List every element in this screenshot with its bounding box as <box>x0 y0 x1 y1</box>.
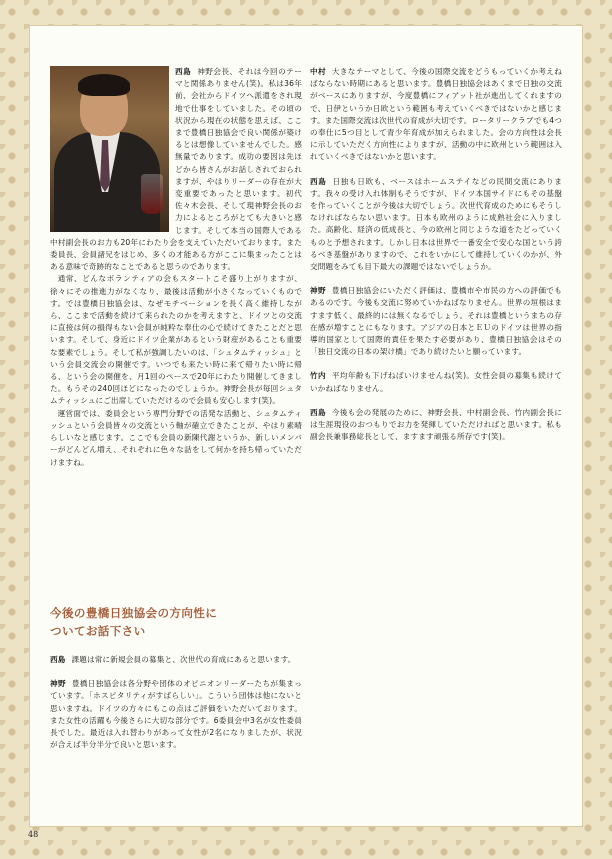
left-column <box>50 66 302 469</box>
speaker-name: 神野 <box>50 679 66 689</box>
speaker-name: 西島 <box>175 67 192 76</box>
page-number: 48 <box>28 830 39 839</box>
speaker-name: 神野 <box>310 286 326 296</box>
paragraph: 西島 今後も会の発展のために、神野会長、中村副会長、竹内副会長には生涯現役のおつもりでお力を発揮していただければと思います。私も副会長兼事務総長として、ますます頑張る所存です(笑)。 <box>310 407 562 442</box>
paragraph: 西島 日独も日欧も、ベースはホームステイなどの民間交流にあります。我々の受け入れ体制もそうですが、ドイツ本国サイドにもその基盤を作っていくことが今後は大切でしょう。次世代育成のためにもそうしなければならない思います。日本も欧州のように成熟社会に入りました。高齢化、経済の低成長と、今の欧州と同じような道をたどっていくものと予想されます。しかし日本は世界で一番安全で安心な国という誇るべき基盤がありますので、これをいかにして維持していくのかが、外交問題をみても目下最大の課題ではないでしょうか。 <box>310 176 562 272</box>
speaker-name: 西島 <box>310 176 327 186</box>
paragraph: 神野 豊橋日独協会は各分野や団体のオピニオンリーダーたちが集まっています。「ホスピタリティがすばらしい」。こういう団体は他にないと思いますね。ドイツの方々にもこの点はご評価をいただいております。また女性の活躍も今後さらに大切な部分です。6委員会中3名が女性委員長でした。最近は入れ替わりがあって女性が2名になりましたが、状況が合えば半分半分で良いと思います。 <box>50 679 302 750</box>
speaker-name: 西島 <box>50 655 66 664</box>
document-page <box>30 26 582 826</box>
speaker-name: 中村 <box>310 67 326 76</box>
speaker-name: 西島 <box>310 407 326 417</box>
paragraph: 西島 神野会長、それは今回のテーマと関係ありません(笑)。私は36年前、会社からドイツへ派遣をされ現地で仕事をしていました。その頃の状況から現在の状態を思えば、ここまで豊橋日独協会で良い関係が築けるとは想像していませんでした。感無量であります。成功の要因は先ほどから皆さんがお話しされておられますが、やはりリーダーの存在が大変重要であったと思います。初代佐々木会長、そして現神野会長のお力によるところがとても大きいと感じます。そして本当の国際人である中村副会長のお力も20年にわたり会を支えていただいております。また委員長、会員諸兄をはじめ、多くの才能ある方がここに集まったことはある意味で奇跡的なことであると思うのであります。 <box>50 67 302 272</box>
bottom-left-column <box>50 654 302 751</box>
paragraph: 竹内 平均年齢も下げねばいけませんね(笑)。女性会員の募集も続けていかねばなりません。 <box>310 371 562 393</box>
right-column <box>310 66 562 443</box>
speaker-name: 竹内 <box>310 371 326 381</box>
speaker-photo <box>50 66 169 232</box>
paragraph: 運営面では、委員会という専門分野での活発な活動と、シュタムティッシュという会員皆々の交流という軸が確立できたことが、やはり素晴らしいなと感じます。ここでも会員の新陳代謝というか、新しいメンバーがどんどん増え、それぞれに色々な話をして何かを持ち帰っていただけますね。 <box>50 408 302 467</box>
paragraph: 通常、どんなボランティアの会もスタートこそ盛り上がりますが、徐々にその推進力がなくなり、最後は活動が小さくなっていくものです。では豊橋日独協会は、なぜモチベーションを長く高く維持しながら、ここまで活動を続けて来られたのかを考えますと、ドイツとの交流に直接は何の損得もない会員が純粋な奉仕の心で続けてきたことだと思います。そして、身近にドイツ企業があるという財産があることも重要な要素でしょう。そして私が強調したいのは、「シュタムティッシュ」という会員交流会の開催です。いつでも来たい時に来て帰りたい時に帰る、という会の開催を、月1回のペースで20年にわたり開催してきました。もうその240回ほどになったのでしょうか。神野会長が毎回シュタムティッシュにご出席していただけるので会員も安心します(笑)。 <box>50 274 302 406</box>
paragraph: 西島 課題は常に新規会員の募集と、次世代の育成にあると思います。 <box>50 655 296 664</box>
paragraph: 中村 大きなテーマとして、今後の国際交流をどうもっていくか考えねばならない時期にあると思います。豊橋日独協会はあくまで日独の交流がベースにありますが、今度豊橋にフィアット社が進出してくれますので、日伊というか日欧という範囲も考えていくべきではないかと感じます。また国際交流は次世代の育成が大切です。ロータリークラブでも4つの奉仕に5つ目として青少年育成が加えられました。会の方向性は会長に示していただく方向性によりますが、活動の中に欧州という範囲は入れていくべきではないかと思います。 <box>310 67 562 162</box>
section-heading: 今後の豊橋日独協会の方向性に ついてお話下さい <box>50 606 218 638</box>
paragraph: 神野 豊橋日独協会にいただく評価は、豊橋市や市民の方への評価でもあるのです。今後も交流に努めていかねばなりません。世界の垣根はますます低く、最終的には無くなるでしょう。それは豊橋というまちの存在感が増すことにもなります。アジアの日本とＥＵのドイツは世界の指導的国家として国際的責任を果たす必要があり、豊橋日独協会はその「独日交流の日本の架け橋」であり続けたいと願っています。 <box>310 286 562 357</box>
